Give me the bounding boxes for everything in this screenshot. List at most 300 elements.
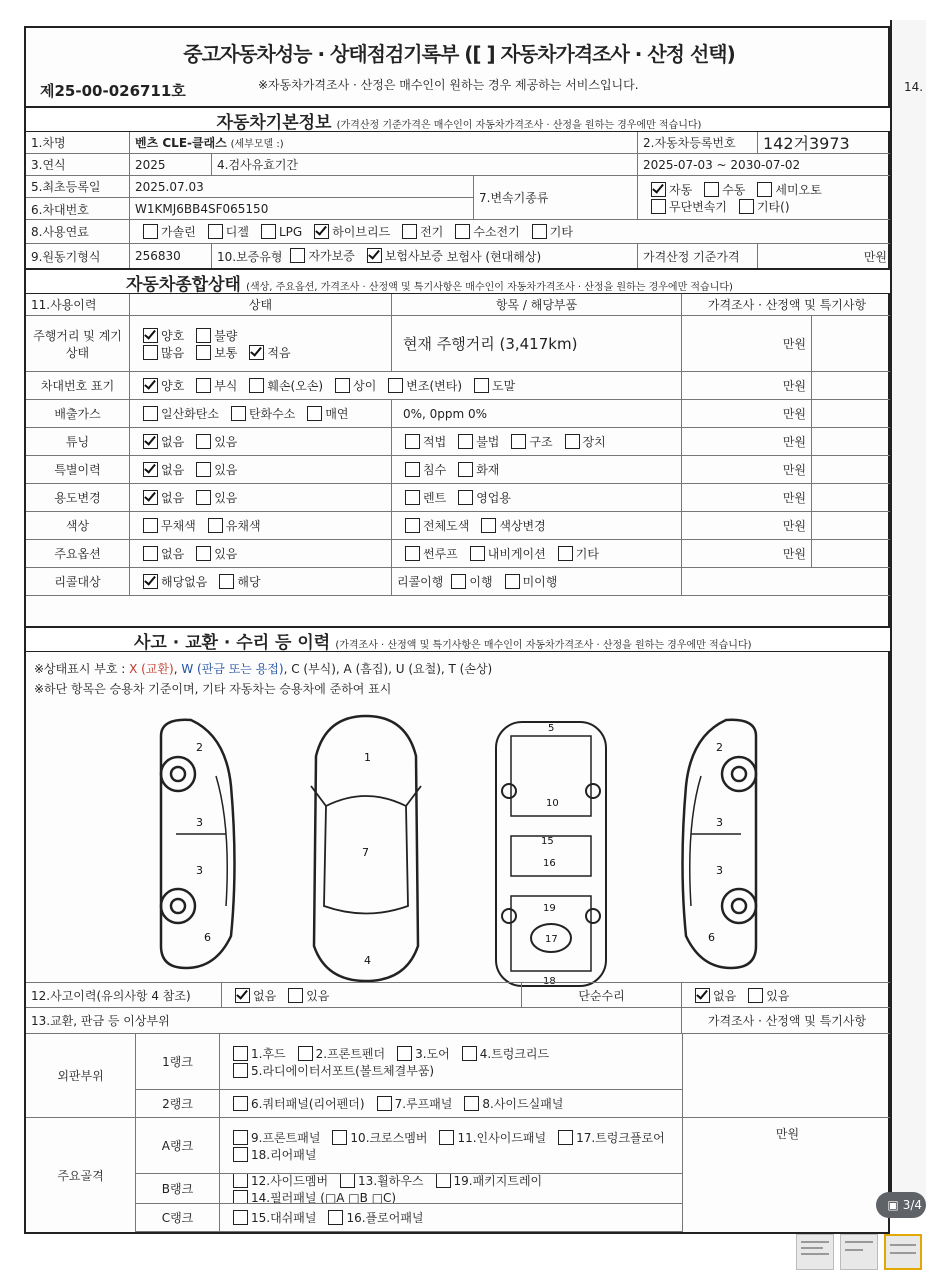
option-0[interactable] <box>225 1095 365 1112</box>
checkbox[interactable] <box>464 1096 479 1111</box>
price-cell: 만원 <box>682 540 812 567</box>
option-label: 14.필러패널 (□A □B □C) <box>251 1190 397 1203</box>
option-label: 7.루프패널 <box>394 1097 453 1111</box>
option-0[interactable] <box>225 1045 286 1062</box>
option-4[interactable] <box>394 223 443 240</box>
next-page-number: 14. <box>904 80 924 94</box>
option-label: 무채색 <box>161 519 196 533</box>
price-note-cell <box>812 400 892 427</box>
option-0[interactable] <box>135 344 184 361</box>
checkbox[interactable] <box>196 378 211 393</box>
option-label: 12.사이드멤버 <box>251 1174 329 1188</box>
checkbox[interactable] <box>233 1063 248 1078</box>
option-label: 내비게이션 <box>487 547 546 561</box>
option-1[interactable] <box>200 517 261 534</box>
svg-text:3: 3 <box>196 864 203 877</box>
option-1[interactable] <box>369 1095 453 1112</box>
checkbox[interactable] <box>328 1210 343 1225</box>
checkbox[interactable] <box>196 546 211 561</box>
option-3[interactable] <box>306 223 390 240</box>
status-row <box>26 428 892 456</box>
checkbox[interactable] <box>558 1130 573 1145</box>
checkbox[interactable] <box>651 182 666 197</box>
option-2[interactable] <box>456 1095 563 1112</box>
checkbox[interactable] <box>196 462 211 477</box>
option-1[interactable] <box>223 405 295 422</box>
value-reg-number: 142거3973 <box>763 134 850 153</box>
checkbox[interactable] <box>470 546 485 561</box>
checkbox[interactable] <box>143 462 158 477</box>
option-1[interactable] <box>450 433 499 450</box>
option-1[interactable] <box>188 377 237 394</box>
checkbox[interactable] <box>143 328 158 343</box>
item-cell <box>392 316 682 371</box>
checkbox[interactable] <box>233 1190 248 1204</box>
option-3[interactable] <box>327 377 376 394</box>
option-4[interactable] <box>225 1062 434 1079</box>
checkbox[interactable] <box>261 224 276 239</box>
checkbox[interactable] <box>439 1130 454 1145</box>
recall-label: 리콜이행 <box>397 575 444 589</box>
option-0[interactable] <box>135 489 184 506</box>
row-exchange-header <box>26 1008 892 1034</box>
section-note: (가격조사 · 산정액 및 특기사항은 매수인이 자동차가격조사 · 산정을 원하는 경우에만 적습니다) <box>335 640 752 651</box>
option-0[interactable] <box>135 405 219 422</box>
svg-text:10: 10 <box>546 798 559 809</box>
label-outer-panel: 외판부위 <box>26 1034 136 1117</box>
option-1[interactable] <box>188 461 237 478</box>
state-options <box>130 540 392 567</box>
checkbox[interactable] <box>340 1174 355 1188</box>
row-registration-vin <box>26 176 892 220</box>
option-label: 10.크로스멤버 <box>350 1130 428 1145</box>
option-1[interactable] <box>450 461 499 478</box>
option-5[interactable] <box>466 377 515 394</box>
checkbox[interactable] <box>458 462 473 477</box>
checkbox[interactable] <box>511 434 526 449</box>
checkbox[interactable] <box>462 1046 477 1061</box>
option-label: 9.프론트패널 <box>251 1130 321 1145</box>
inspection-sheet <box>24 26 890 1234</box>
label-reg-number: 2.자동차등록번호 <box>638 132 758 153</box>
option-label: 침수 <box>423 463 447 477</box>
option-label: LPG <box>278 224 303 239</box>
value-engine: 256830 <box>130 244 212 268</box>
option-4[interactable] <box>225 1146 316 1163</box>
checkbox[interactable] <box>757 182 772 197</box>
checkbox[interactable] <box>233 1130 248 1145</box>
option-label: 자가보증 <box>308 248 355 263</box>
option-label: 없음 <box>161 463 185 477</box>
checkbox[interactable] <box>143 378 158 393</box>
price-cell: 만원 <box>682 400 812 427</box>
option-label: 3.도어 <box>415 1046 450 1061</box>
option-label: 불량 <box>214 328 238 343</box>
checkbox[interactable] <box>748 988 763 1003</box>
option-label: 이행 <box>469 575 493 589</box>
state-options <box>130 568 392 595</box>
checkbox[interactable] <box>143 434 158 449</box>
option-label: 18.리어패널 <box>251 1147 317 1162</box>
checkbox[interactable] <box>377 1096 392 1111</box>
option-label: 썬루프 <box>423 547 458 561</box>
option-label: 없음 <box>161 435 185 449</box>
option-0[interactable] <box>397 461 446 478</box>
row-fuel <box>26 220 892 244</box>
checkbox[interactable] <box>143 518 158 533</box>
rank-items <box>220 1118 682 1173</box>
checkbox[interactable] <box>143 546 158 561</box>
option-1[interactable] <box>359 247 443 264</box>
checkbox[interactable] <box>231 406 246 421</box>
option-label: 기타() <box>756 199 790 214</box>
option-0[interactable] <box>135 223 196 240</box>
checkbox[interactable] <box>405 546 420 561</box>
option-0[interactable] <box>443 573 492 590</box>
label-vin: 6.차대번호 <box>26 198 130 220</box>
checkbox[interactable] <box>405 490 420 505</box>
checkbox[interactable] <box>219 574 234 589</box>
option-0[interactable] <box>643 181 692 198</box>
rank-row <box>136 1174 682 1204</box>
option-label: 훼손(오손) <box>267 379 324 393</box>
option-1[interactable] <box>200 223 249 240</box>
checkbox[interactable] <box>405 462 420 477</box>
checkbox[interactable] <box>695 988 710 1003</box>
section-title: 자동차기본정보 <box>216 113 332 133</box>
option-label: 양호 <box>161 379 185 393</box>
checkbox[interactable] <box>704 182 719 197</box>
option-3[interactable] <box>550 1129 665 1146</box>
option-2[interactable] <box>503 433 552 450</box>
checkbox[interactable] <box>233 1096 248 1111</box>
row-car-name <box>26 132 892 154</box>
price-note-cell <box>812 316 892 371</box>
option-1[interactable] <box>280 987 329 1004</box>
item-cell <box>392 428 682 455</box>
item-text: 0%, 0ppm 0% <box>403 406 488 421</box>
option-0[interactable] <box>135 433 184 450</box>
option-0[interactable] <box>225 1174 328 1189</box>
option-1[interactable] <box>696 181 745 198</box>
state-options <box>130 512 392 539</box>
status-label: 리콜대상 <box>26 568 130 595</box>
checkbox[interactable] <box>196 434 211 449</box>
checkbox[interactable] <box>388 378 403 393</box>
option-0[interactable] <box>227 987 276 1004</box>
price-cell: 만원 <box>682 316 812 371</box>
option-0[interactable] <box>282 247 354 264</box>
option-0[interactable] <box>135 377 184 394</box>
checkbox[interactable] <box>235 988 250 1003</box>
option-0[interactable] <box>135 545 184 562</box>
checkbox[interactable] <box>233 1210 248 1225</box>
option-3[interactable] <box>557 433 606 450</box>
status-row <box>26 512 892 540</box>
checkbox[interactable] <box>481 518 496 533</box>
option-0[interactable] <box>135 327 184 344</box>
option-label: 수소전기 <box>473 225 520 239</box>
option-label: 해당없음 <box>161 575 208 589</box>
option-1[interactable] <box>497 573 558 590</box>
option-label: 매연 <box>325 407 349 421</box>
checkbox[interactable] <box>208 518 223 533</box>
option-0[interactable] <box>225 1209 316 1226</box>
thumbnail-page-2[interactable] <box>840 1234 878 1270</box>
label-fuel: 8.사용연료 <box>26 220 130 243</box>
value-price-basis: 만원 <box>863 249 887 264</box>
checkbox[interactable] <box>651 199 666 214</box>
label-exchange: 13.교환, 판금 등 이상부위 <box>26 1008 682 1033</box>
option-1[interactable] <box>332 1174 423 1189</box>
value-car-name: 벤츠 CLE-클래스 (세부모델 :) <box>130 132 638 153</box>
status-label: 주행거리 및 계기상태 <box>26 316 130 371</box>
section-overall-status <box>26 268 892 294</box>
price-cell: 만원 <box>682 456 812 483</box>
option-5[interactable] <box>447 223 519 240</box>
right-side-view <box>683 720 757 968</box>
checkbox[interactable] <box>558 546 573 561</box>
checkbox[interactable] <box>298 1046 313 1061</box>
option-2[interactable] <box>241 344 290 361</box>
option-2[interactable] <box>431 1129 546 1146</box>
status-label: 차대번호 표기 <box>26 372 130 399</box>
option-2[interactable] <box>389 1045 450 1062</box>
option-label: 5.라디에이터서포트(볼트체결부품) <box>251 1063 435 1078</box>
label-simple-repair: 단순수리 <box>522 983 682 1007</box>
svg-text:7: 7 <box>362 846 369 859</box>
label-accident: 12.사고이력(유의사항 4 참조) <box>26 983 222 1007</box>
status-label: 배출가스 <box>26 400 130 427</box>
option-label: 탄화수소 <box>248 407 296 421</box>
option-1[interactable] <box>188 545 237 562</box>
value-vin: W1KMJ6BB4SF065150 <box>130 198 474 220</box>
option-0[interactable] <box>135 573 207 590</box>
option-label: 유채색 <box>225 519 261 533</box>
option-label: 있음 <box>214 491 238 505</box>
option-label: 19.패키지트레이 <box>453 1174 543 1188</box>
rank-row <box>136 1204 682 1232</box>
option-1[interactable] <box>188 433 237 450</box>
option-2[interactable] <box>550 545 599 562</box>
checkbox[interactable] <box>405 434 420 449</box>
option-1[interactable] <box>473 517 545 534</box>
option-0[interactable] <box>397 489 446 506</box>
option-3[interactable] <box>225 1189 396 1204</box>
checkbox[interactable] <box>249 378 264 393</box>
option-2[interactable] <box>241 377 323 394</box>
checkbox[interactable] <box>458 434 473 449</box>
checkbox[interactable] <box>451 574 466 589</box>
checkbox[interactable] <box>332 1130 347 1145</box>
checkbox[interactable] <box>335 378 350 393</box>
item-cell <box>392 484 682 511</box>
state-options <box>130 316 392 371</box>
exchange-price-value: 만원 <box>682 1034 892 1232</box>
rank-items <box>220 1174 682 1203</box>
checkbox[interactable] <box>397 1046 412 1061</box>
svg-text:17: 17 <box>545 934 558 945</box>
thumbnail-page-3[interactable] <box>884 1234 922 1270</box>
option-label: 양호 <box>161 328 185 343</box>
checkbox[interactable] <box>233 1046 248 1061</box>
checkbox[interactable] <box>532 224 547 239</box>
option-4[interactable] <box>380 377 462 394</box>
svg-text:19: 19 <box>543 903 556 914</box>
option-label: 장치 <box>582 435 606 449</box>
checkbox[interactable] <box>196 345 211 360</box>
state-options <box>130 484 392 511</box>
option-label: 세미오토 <box>775 182 822 197</box>
option-label: 많음 <box>161 345 185 360</box>
next-page-edge <box>890 20 926 1200</box>
option-0[interactable] <box>397 545 458 562</box>
item-cell <box>392 456 682 483</box>
item-cell <box>392 512 682 539</box>
checkbox[interactable] <box>565 434 580 449</box>
option-label: 16.플로어패널 <box>346 1211 424 1225</box>
rank-items <box>220 1090 682 1117</box>
status-label: 용도변경 <box>26 484 130 511</box>
checkbox[interactable] <box>196 490 211 505</box>
option-0[interactable] <box>225 1129 320 1146</box>
option-0[interactable] <box>687 987 736 1004</box>
section-basic-info <box>26 106 892 132</box>
price-cell: 만원 <box>682 428 812 455</box>
state-options <box>130 456 392 483</box>
option-label: 수동 <box>722 182 746 197</box>
option-1[interactable] <box>320 1209 423 1226</box>
price-note-cell <box>812 456 892 483</box>
rank-row <box>136 1090 682 1118</box>
repair-options <box>682 983 892 1007</box>
option-1[interactable] <box>290 1045 385 1062</box>
checkbox[interactable] <box>314 224 329 239</box>
option-label: 기타 <box>575 547 599 561</box>
checkbox[interactable] <box>436 1174 451 1188</box>
option-label: 없음 <box>161 547 185 561</box>
item-cell <box>392 568 682 595</box>
checkbox[interactable] <box>208 224 223 239</box>
option-label: 없음 <box>161 491 185 505</box>
section-title: 자동차종합상태 <box>126 275 241 295</box>
option-0[interactable] <box>135 517 196 534</box>
option-1[interactable] <box>188 327 237 344</box>
svg-text:6: 6 <box>708 931 715 944</box>
item-cell <box>392 400 682 427</box>
option-label: 해당 <box>237 575 261 589</box>
value-year: 2025 <box>130 154 212 175</box>
option-1[interactable] <box>324 1129 427 1146</box>
option-1[interactable] <box>188 344 237 361</box>
option-3[interactable] <box>454 1045 549 1062</box>
frame-view <box>496 722 606 987</box>
checkbox[interactable] <box>143 406 158 421</box>
option-label: 가솔린 <box>161 225 196 239</box>
checkbox[interactable] <box>196 328 211 343</box>
checkbox[interactable] <box>233 1147 248 1162</box>
checkbox[interactable] <box>402 224 417 239</box>
option-label: 15.대쉬패널 <box>251 1211 317 1225</box>
item-text: 현재 주행거리 (3,417km) <box>403 335 578 353</box>
checkbox[interactable] <box>143 345 158 360</box>
option-2[interactable] <box>749 181 821 198</box>
option-1[interactable] <box>462 545 546 562</box>
checkbox[interactable] <box>367 248 382 263</box>
checkbox[interactable] <box>249 345 264 360</box>
svg-text:3: 3 <box>196 816 203 829</box>
option-1[interactable] <box>740 987 789 1004</box>
label-engine: 9.원동기형식 <box>26 244 130 268</box>
thumbnail-page-1[interactable] <box>796 1234 834 1270</box>
svg-text:15: 15 <box>541 836 554 847</box>
state-options <box>130 372 682 399</box>
checkbox[interactable] <box>143 574 158 589</box>
checkbox[interactable] <box>233 1174 248 1188</box>
status-label: 특별이력 <box>26 456 130 483</box>
svg-text:1: 1 <box>364 751 371 764</box>
row-year <box>26 154 892 176</box>
fuel-options <box>130 220 892 243</box>
row-engine <box>26 244 892 268</box>
checkbox[interactable] <box>505 574 520 589</box>
page-indicator[interactable] <box>876 1192 926 1218</box>
checkbox[interactable] <box>405 518 420 533</box>
rank-label: 2랭크 <box>136 1090 220 1117</box>
header-history: 11.사용이력 <box>26 294 130 315</box>
rank-label: B랭크 <box>136 1174 220 1203</box>
option-2[interactable] <box>299 405 348 422</box>
svg-text:5: 5 <box>548 723 555 734</box>
rank-row <box>136 1118 682 1174</box>
checkbox[interactable] <box>458 490 473 505</box>
checkbox[interactable] <box>739 199 754 214</box>
checkbox[interactable] <box>143 490 158 505</box>
option-1[interactable] <box>211 573 260 590</box>
section-note: (색상, 주요옵션, 가격조사 · 산정액 및 특기사항은 매수인이 자동차가격조사 · 산정을 원하는 경우에만 적습니다) <box>246 282 733 293</box>
image-icon: ▣ <box>887 1198 899 1212</box>
checkbox[interactable] <box>143 224 158 239</box>
checkbox[interactable] <box>290 248 305 263</box>
option-label: 변조(변타) <box>406 379 463 393</box>
checkbox[interactable] <box>288 988 303 1003</box>
option-label: 도말 <box>492 379 516 393</box>
price-note-cell <box>812 540 892 567</box>
price-note-cell <box>812 372 892 399</box>
option-2[interactable] <box>428 1174 543 1189</box>
option-label: 전체도색 <box>423 519 470 533</box>
option-label: 있음 <box>766 988 790 1003</box>
status-row <box>26 568 892 596</box>
option-label: 자동 <box>669 182 693 197</box>
option-0[interactable] <box>135 461 184 478</box>
page-count: 3/4 <box>902 1198 922 1212</box>
option-2[interactable] <box>253 224 302 239</box>
checkbox[interactable] <box>455 224 470 239</box>
option-0[interactable] <box>397 433 446 450</box>
option-3[interactable] <box>643 198 727 215</box>
option-1[interactable] <box>188 489 237 506</box>
option-4[interactable] <box>731 198 790 215</box>
status-row <box>26 456 892 484</box>
option-1[interactable] <box>450 489 511 506</box>
option-label: 무단변속기 <box>669 199 727 214</box>
option-6[interactable] <box>524 223 573 240</box>
option-0[interactable] <box>397 517 469 534</box>
option-label: 1.후드 <box>251 1046 286 1061</box>
checkbox[interactable] <box>474 378 489 393</box>
checkbox[interactable] <box>307 406 322 421</box>
